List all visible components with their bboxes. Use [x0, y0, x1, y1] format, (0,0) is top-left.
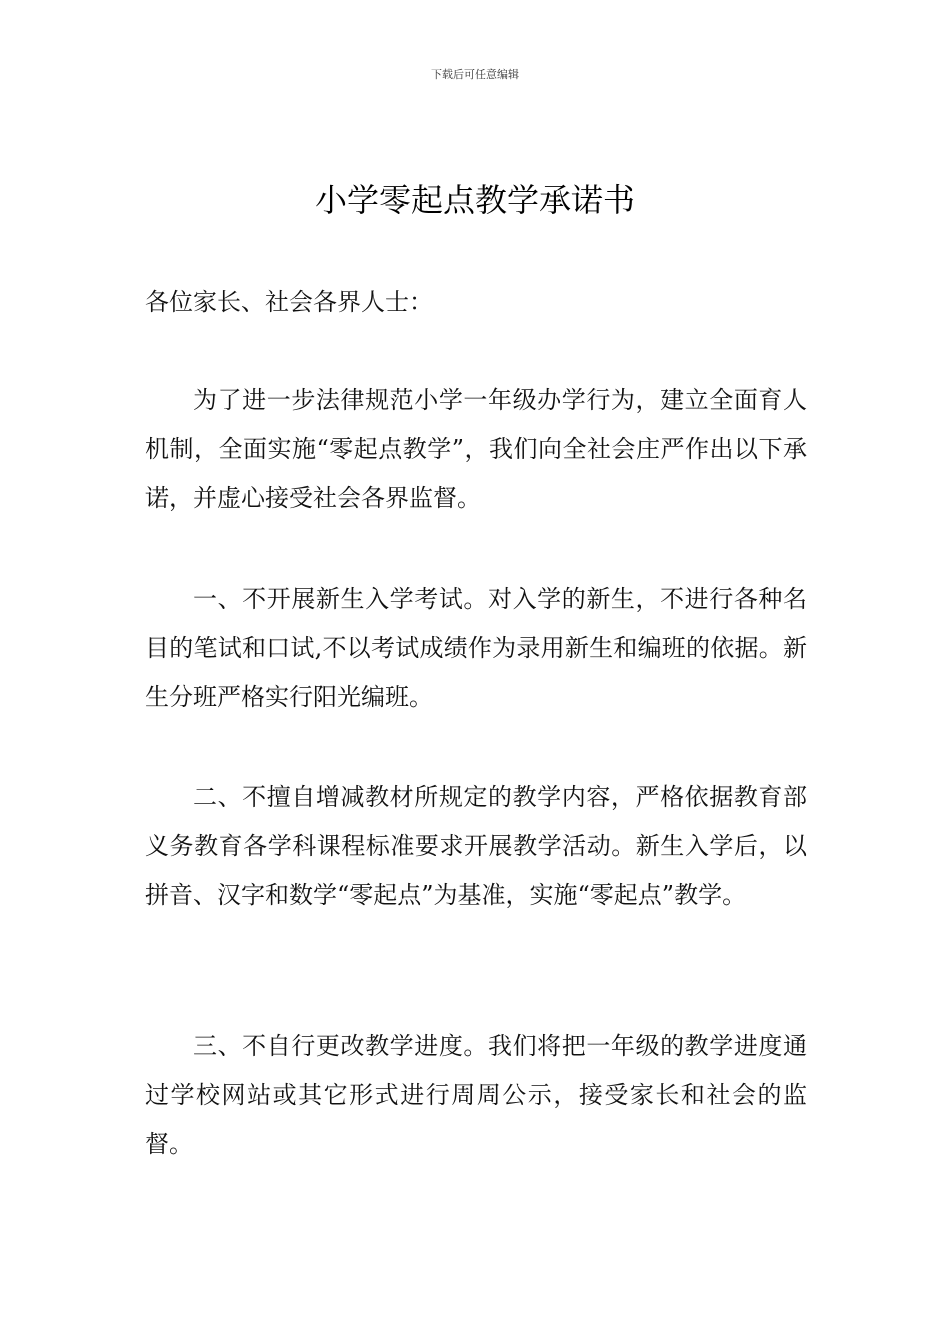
paragraph-commitment-3: 三、不自行更改教学进度。我们将把一年级的教学进度通过学校网站或其它形式进行周周公示，接受家长和社会的监督。	[145, 1032, 807, 1158]
paragraph-commitment-2: 二、不擅自增减教材所规定的教学内容，严格依据教育部义务教育各学科课程标准要求开展教学活动。新生入学后，以拼音、汉字和数学“零起点”为基准，实施“零起点”教学。	[145, 783, 807, 909]
paragraph-commitment-1: 一、不开展新生入学考试。对入学的新生，不进行各种名目的笔试和口试,不以考试成绩作为录用新生和编班的依据。新生分班严格实行阳光编班。	[145, 585, 807, 711]
header-note: 下载后可任意编辑	[431, 68, 519, 81]
paragraph-intro: 为了进一步法律规范小学一年级办学行为，建立全面育人机制，全面实施“零起点教学”，我们向全社会庄严作出以下承诺，并虚心接受社会各界监督。	[145, 386, 807, 512]
salutation: 各位家长、社会各界人士：	[145, 288, 433, 316]
document-title: 小学零起点教学承诺书	[314, 181, 635, 219]
